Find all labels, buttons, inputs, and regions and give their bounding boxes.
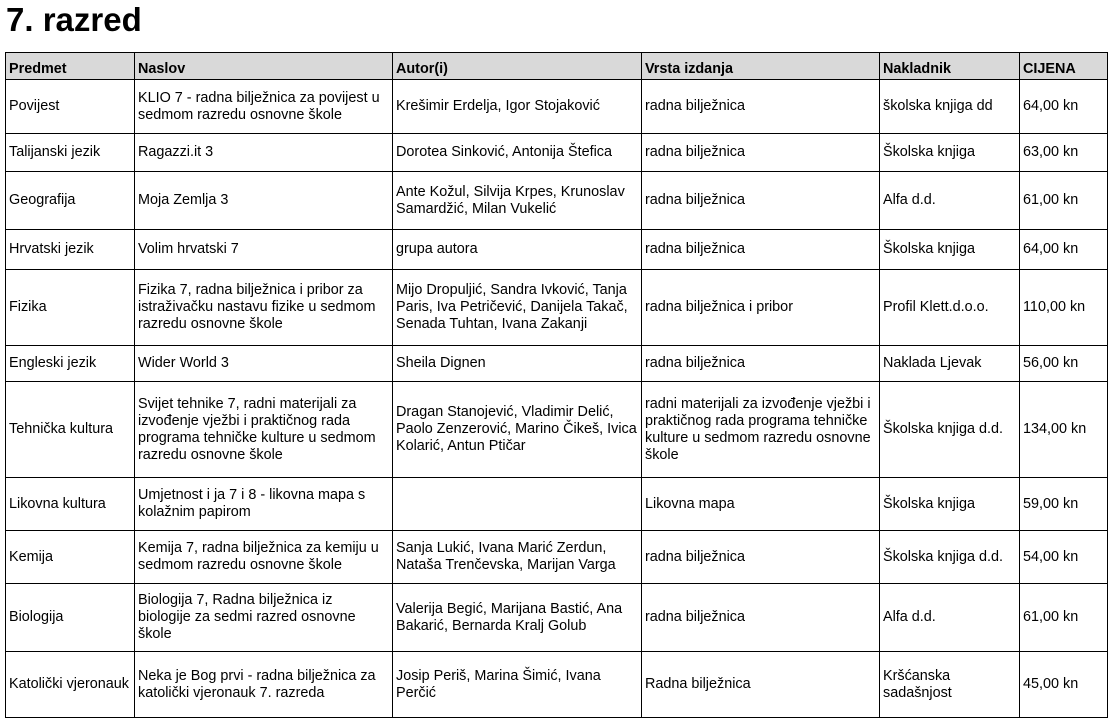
cell-predmet: Tehnička kultura <box>6 382 135 478</box>
cell-vrsta: radna bilježnica <box>642 230 880 270</box>
table-row <box>6 80 1108 134</box>
table-row <box>6 584 1108 652</box>
cell-vrsta: radni materijali za izvođenje vježbi i praktičnog rada programa tehničke kulture u sedmom razredu osnovne škole <box>642 382 880 478</box>
cell-naslov: Umjetnost i ja 7 i 8 - likovna mapa s kolažnim papirom <box>135 478 393 531</box>
cell-cijena: 110,00 kn <box>1020 270 1108 346</box>
cell-naslov: Biologija 7, Radna bilježnica iz biologije za sedmi razred osnovne škole <box>135 584 393 652</box>
cell-cijena: 63,00 kn <box>1020 134 1108 172</box>
cell-naslov: KLIO 7 - radna bilježnica za povijest u sedmom razredu osnovne škole <box>135 80 393 134</box>
cell-cijena: 56,00 kn <box>1020 346 1108 382</box>
cell-nakladnik: Profil Klett.d.o.o. <box>880 270 1020 346</box>
cell-nakladnik: Školska knjiga d.d. <box>880 382 1020 478</box>
cell-nakladnik: Alfa d.d. <box>880 172 1020 230</box>
cell-naslov: Ragazzi.it 3 <box>135 134 393 172</box>
cell-autori: Sheila Dignen <box>393 346 642 382</box>
table-row <box>6 382 1108 478</box>
column-header-autori: Autor(i) <box>393 53 642 80</box>
cell-predmet: Biologija <box>6 584 135 652</box>
cell-autori: Josip Periš, Marina Šimić, Ivana Perčić <box>393 652 642 718</box>
cell-naslov: Kemija 7, radna bilježnica za kemiju u sedmom razredu osnovne škole <box>135 531 393 584</box>
table-row <box>6 134 1108 172</box>
cell-nakladnik: Školska knjiga <box>880 230 1020 270</box>
cell-cijena: 64,00 kn <box>1020 230 1108 270</box>
cell-predmet: Geografija <box>6 172 135 230</box>
column-header-vrsta-izdanja: Vrsta izdanja <box>642 53 880 80</box>
table-row <box>6 230 1108 270</box>
cell-vrsta: radna bilježnica i pribor <box>642 270 880 346</box>
cell-nakladnik: Školska knjiga <box>880 134 1020 172</box>
column-header-nakladnik: Nakladnik <box>880 53 1020 80</box>
table-row <box>6 172 1108 230</box>
cell-autori: Mijo Dropuljić, Sandra Ivković, Tanja Paris, Iva Petričević, Danijela Takač, Senada Tuhtan, Ivana Zakanji <box>393 270 642 346</box>
cell-autori: grupa autora <box>393 230 642 270</box>
column-header-cijena: CIJENA <box>1020 53 1108 80</box>
cell-cijena: 59,00 kn <box>1020 478 1108 531</box>
cell-naslov: Volim hrvatski 7 <box>135 230 393 270</box>
table-row <box>6 531 1108 584</box>
cell-cijena: 64,00 kn <box>1020 80 1108 134</box>
cell-predmet: Katolički vjeronauk <box>6 652 135 718</box>
cell-naslov: Fizika 7, radna bilježnica i pribor za istraživačku nastavu fizike u sedmom razredu osnovne škole <box>135 270 393 346</box>
cell-cijena: 61,00 kn <box>1020 584 1108 652</box>
cell-vrsta: Radna bilježnica <box>642 652 880 718</box>
cell-vrsta: radna bilježnica <box>642 172 880 230</box>
cell-cijena: 45,00 kn <box>1020 652 1108 718</box>
cell-predmet: Povijest <box>6 80 135 134</box>
cell-nakladnik: Školska knjiga <box>880 478 1020 531</box>
cell-naslov: Wider World 3 <box>135 346 393 382</box>
cell-predmet: Likovna kultura <box>6 478 135 531</box>
cell-autori: Krešimir Erdelja, Igor Stojaković <box>393 80 642 134</box>
cell-predmet: Fizika <box>6 270 135 346</box>
table-body <box>6 80 1108 718</box>
cell-vrsta: radna bilježnica <box>642 531 880 584</box>
cell-cijena: 61,00 kn <box>1020 172 1108 230</box>
cell-cijena: 134,00 kn <box>1020 382 1108 478</box>
cell-nakladnik: Alfa d.d. <box>880 584 1020 652</box>
cell-autori: Ante Kožul, Silvija Krpes, Krunoslav Samardžić, Milan Vukelić <box>393 172 642 230</box>
cell-nakladnik: Naklada Ljevak <box>880 346 1020 382</box>
column-header-naslov: Naslov <box>135 53 393 80</box>
cell-autori: Dragan Stanojević, Vladimir Delić, Paolo Zenzerović, Marino Čikeš, Ivica Kolarić, Antun Ptičar <box>393 382 642 478</box>
table-header-row <box>6 53 1108 80</box>
workbook-price-table <box>5 52 1108 718</box>
page-title: 7. razred <box>6 1 142 38</box>
table-row <box>6 270 1108 346</box>
cell-autori: Valerija Begić, Marijana Bastić, Ana Bakarić, Bernarda Kralj Golub <box>393 584 642 652</box>
cell-vrsta: radna bilježnica <box>642 584 880 652</box>
cell-naslov: Svijet tehnike 7, radni materijali za izvođenje vježbi i praktičnog rada programa tehničke kulture u sedmom razredu osnovne škole <box>135 382 393 478</box>
cell-predmet: Engleski jezik <box>6 346 135 382</box>
cell-naslov: Neka je Bog prvi - radna bilježnica za katolički vjeronauk 7. razreda <box>135 652 393 718</box>
cell-cijena: 54,00 kn <box>1020 531 1108 584</box>
cell-vrsta: radna bilježnica <box>642 346 880 382</box>
cell-vrsta: radna bilježnica <box>642 134 880 172</box>
cell-autori: Dorotea Sinković, Antonija Štefica <box>393 134 642 172</box>
table-row <box>6 346 1108 382</box>
cell-vrsta: radna bilježnica <box>642 80 880 134</box>
cell-nakladnik: školska knjiga dd <box>880 80 1020 134</box>
cell-predmet: Talijanski jezik <box>6 134 135 172</box>
cell-nakladnik: Školska knjiga d.d. <box>880 531 1020 584</box>
table-row <box>6 478 1108 531</box>
cell-predmet: Kemija <box>6 531 135 584</box>
cell-vrsta: Likovna mapa <box>642 478 880 531</box>
cell-autori: Sanja Lukić, Ivana Marić Zerdun, Nataša Trenčevska, Marijan Varga <box>393 531 642 584</box>
cell-nakladnik: Kršćanska sadašnjost <box>880 652 1020 718</box>
table-row <box>6 652 1108 718</box>
cell-predmet: Hrvatski jezik <box>6 230 135 270</box>
cell-autori <box>393 478 642 531</box>
cell-naslov: Moja Zemlja 3 <box>135 172 393 230</box>
column-header-predmet: Predmet <box>6 53 135 80</box>
